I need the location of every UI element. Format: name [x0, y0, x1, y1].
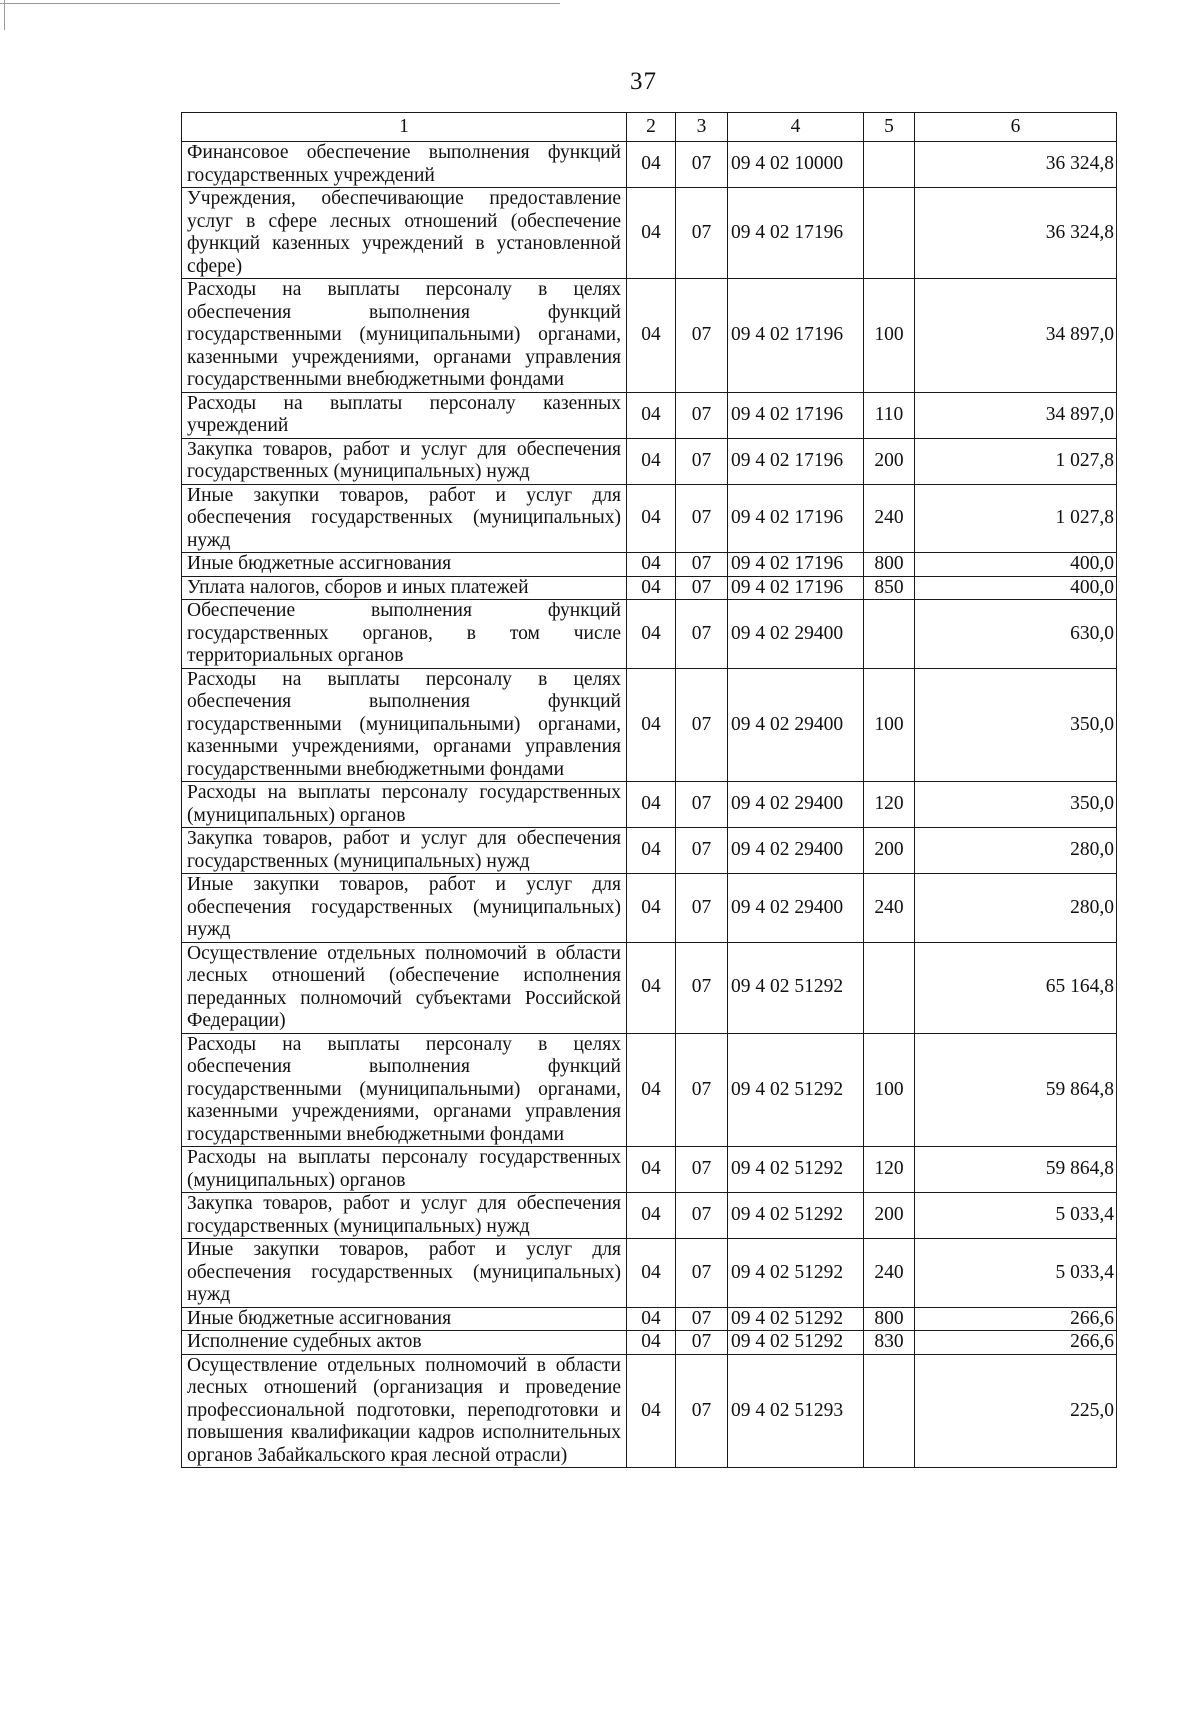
subsection-code-cell: 07	[676, 828, 728, 874]
subsection-code-cell: 07	[676, 1307, 728, 1331]
amount-cell: 34 897,0	[915, 279, 1117, 393]
section-code-cell: 04	[627, 668, 676, 782]
target-article-cell: 09 4 02 17196	[728, 188, 864, 279]
amount-cell: 36 324,8	[915, 188, 1117, 279]
table-row	[182, 1033, 1117, 1147]
subsection-code-cell: 07	[676, 438, 728, 484]
table-row	[182, 188, 1117, 279]
item-name-cell: Расходы на выплаты персоналу в целях обеспечения выполнения функций государственными (муниципальными) органами, казенными учреждениями, органами управления государственными внебюджетными фондами	[182, 668, 627, 782]
section-code-cell: 04	[627, 1033, 676, 1147]
scan-edge-line	[0, 3, 560, 4]
subsection-code-cell: 07	[676, 1239, 728, 1308]
subsection-code-cell: 07	[676, 1331, 728, 1355]
table-row	[182, 668, 1117, 782]
amount-cell: 5 033,4	[915, 1239, 1117, 1308]
item-name-cell: Расходы на выплаты персоналу государственных (муниципальных) органов	[182, 782, 627, 828]
subsection-code-cell: 07	[676, 188, 728, 279]
expense-type-cell: 120	[864, 1147, 915, 1193]
table-row	[182, 942, 1117, 1033]
target-article-cell: 09 4 02 51293	[728, 1354, 864, 1468]
subsection-code-cell: 07	[676, 600, 728, 669]
expense-type-cell: 240	[864, 1239, 915, 1308]
expense-type-cell	[864, 188, 915, 279]
item-name-cell: Расходы на выплаты персоналу в целях обеспечения выполнения функций государственными (муниципальными) органами, казенными учреждениями, органами управления государственными внебюджетными фондами	[182, 279, 627, 393]
table-body	[182, 142, 1117, 1468]
section-code-cell: 04	[627, 1331, 676, 1355]
column-header: 6	[915, 113, 1117, 142]
table-row	[182, 576, 1117, 600]
table-row	[182, 279, 1117, 393]
expense-type-cell	[864, 1354, 915, 1468]
target-article-cell: 09 4 02 29400	[728, 668, 864, 782]
amount-cell: 400,0	[915, 576, 1117, 600]
section-code-cell: 04	[627, 438, 676, 484]
item-name-cell: Финансовое обеспечение выполнения функций государственных учреждений	[182, 142, 627, 188]
target-article-cell: 09 4 02 29400	[728, 828, 864, 874]
subsection-code-cell: 07	[676, 576, 728, 600]
expense-type-cell	[864, 142, 915, 188]
amount-cell: 59 864,8	[915, 1147, 1117, 1193]
item-name-cell: Иные бюджетные ассигнования	[182, 553, 627, 577]
section-code-cell: 04	[627, 1239, 676, 1308]
item-name-cell: Иные закупки товаров, работ и услуг для обеспечения государственных (муниципальных) нужд	[182, 484, 627, 553]
item-name-cell: Исполнение судебных актов	[182, 1331, 627, 1355]
table-row	[182, 484, 1117, 553]
amount-cell: 280,0	[915, 828, 1117, 874]
section-code-cell: 04	[627, 392, 676, 438]
expense-type-cell: 240	[864, 484, 915, 553]
amount-cell: 59 864,8	[915, 1033, 1117, 1147]
section-code-cell: 04	[627, 188, 676, 279]
subsection-code-cell: 07	[676, 1147, 728, 1193]
table-row	[182, 1354, 1117, 1468]
section-code-cell: 04	[627, 600, 676, 669]
budget-table	[181, 112, 1117, 1468]
table-row	[182, 438, 1117, 484]
section-code-cell: 04	[627, 576, 676, 600]
item-name-cell: Уплата налогов, сборов и иных платежей	[182, 576, 627, 600]
target-article-cell: 09 4 02 29400	[728, 782, 864, 828]
item-name-cell: Осуществление отдельных полномочий в области лесных отношений (организация и проведение профессиональной подготовки, переподготовки и повышения квалификации кадров исполнительных органов Забайкальского края лесной отрасли)	[182, 1354, 627, 1468]
subsection-code-cell: 07	[676, 484, 728, 553]
table-row	[182, 1239, 1117, 1308]
amount-cell: 5 033,4	[915, 1193, 1117, 1239]
section-code-cell: 04	[627, 782, 676, 828]
expense-type-cell: 200	[864, 438, 915, 484]
item-name-cell: Расходы на выплаты персоналу казенных учреждений	[182, 392, 627, 438]
expense-type-cell: 120	[864, 782, 915, 828]
scan-edge-line	[4, 0, 5, 30]
expense-type-cell	[864, 942, 915, 1033]
amount-cell: 1 027,8	[915, 484, 1117, 553]
table-row	[182, 600, 1117, 669]
expense-type-cell: 100	[864, 668, 915, 782]
table-row	[182, 1331, 1117, 1355]
amount-cell: 1 027,8	[915, 438, 1117, 484]
item-name-cell: Осуществление отдельных полномочий в области лесных отношений (обеспечение исполнения переданных полномочий субъектами Российской Федерации)	[182, 942, 627, 1033]
section-code-cell: 04	[627, 553, 676, 577]
table-row	[182, 874, 1117, 943]
amount-cell: 65 164,8	[915, 942, 1117, 1033]
subsection-code-cell: 07	[676, 142, 728, 188]
amount-cell: 34 897,0	[915, 392, 1117, 438]
expense-type-cell: 200	[864, 828, 915, 874]
expense-type-cell: 200	[864, 1193, 915, 1239]
expense-type-cell: 110	[864, 392, 915, 438]
section-code-cell: 04	[627, 1147, 676, 1193]
subsection-code-cell: 07	[676, 782, 728, 828]
subsection-code-cell: 07	[676, 279, 728, 393]
item-name-cell: Расходы на выплаты персоналу в целях обеспечения выполнения функций государственными (муниципальными) органами, казенными учреждениями, органами управления государственными внебюджетными фондами	[182, 1033, 627, 1147]
expense-type-cell: 800	[864, 553, 915, 577]
column-header: 3	[676, 113, 728, 142]
table-row	[182, 142, 1117, 188]
amount-cell: 630,0	[915, 600, 1117, 669]
item-name-cell: Иные закупки товаров, работ и услуг для обеспечения государственных (муниципальных) нужд	[182, 874, 627, 943]
section-code-cell: 04	[627, 1193, 676, 1239]
item-name-cell: Иные бюджетные ассигнования	[182, 1307, 627, 1331]
amount-cell: 266,6	[915, 1331, 1117, 1355]
section-code-cell: 04	[627, 1307, 676, 1331]
target-article-cell: 09 4 02 29400	[728, 600, 864, 669]
target-article-cell: 09 4 02 17196	[728, 576, 864, 600]
amount-cell: 280,0	[915, 874, 1117, 943]
expense-type-cell	[864, 600, 915, 669]
item-name-cell: Закупка товаров, работ и услуг для обеспечения государственных (муниципальных) нужд	[182, 1193, 627, 1239]
target-article-cell: 09 4 02 17196	[728, 438, 864, 484]
subsection-code-cell: 07	[676, 392, 728, 438]
table-row	[182, 392, 1117, 438]
amount-cell: 266,6	[915, 1307, 1117, 1331]
column-header: 2	[627, 113, 676, 142]
section-code-cell: 04	[627, 142, 676, 188]
table-header-row	[182, 113, 1117, 142]
subsection-code-cell: 07	[676, 942, 728, 1033]
section-code-cell: 04	[627, 279, 676, 393]
item-name-cell: Закупка товаров, работ и услуг для обеспечения государственных (муниципальных) нужд	[182, 828, 627, 874]
section-code-cell: 04	[627, 484, 676, 553]
item-name-cell: Обеспечение выполнения функций государственных органов, в том числе территориальных органов	[182, 600, 627, 669]
target-article-cell: 09 4 02 29400	[728, 874, 864, 943]
section-code-cell: 04	[627, 942, 676, 1033]
amount-cell: 350,0	[915, 668, 1117, 782]
target-article-cell: 09 4 02 51292	[728, 1239, 864, 1308]
target-article-cell: 09 4 02 51292	[728, 1147, 864, 1193]
column-header: 1	[182, 113, 627, 142]
item-name-cell: Закупка товаров, работ и услуг для обеспечения государственных (муниципальных) нужд	[182, 438, 627, 484]
column-header: 4	[728, 113, 864, 142]
table-row	[182, 782, 1117, 828]
target-article-cell: 09 4 02 17196	[728, 553, 864, 577]
target-article-cell: 09 4 02 51292	[728, 1033, 864, 1147]
target-article-cell: 09 4 02 17196	[728, 279, 864, 393]
subsection-code-cell: 07	[676, 1354, 728, 1468]
subsection-code-cell: 07	[676, 668, 728, 782]
expense-type-cell: 800	[864, 1307, 915, 1331]
target-article-cell: 09 4 02 51292	[728, 1307, 864, 1331]
target-article-cell: 09 4 02 51292	[728, 1331, 864, 1355]
amount-cell: 225,0	[915, 1354, 1117, 1468]
table-row	[182, 1193, 1117, 1239]
amount-cell: 350,0	[915, 782, 1117, 828]
subsection-code-cell: 07	[676, 874, 728, 943]
item-name-cell: Иные закупки товаров, работ и услуг для обеспечения государственных (муниципальных) нужд	[182, 1239, 627, 1308]
target-article-cell: 09 4 02 51292	[728, 1193, 864, 1239]
subsection-code-cell: 07	[676, 553, 728, 577]
target-article-cell: 09 4 02 10000	[728, 142, 864, 188]
item-name-cell: Расходы на выплаты персоналу государственных (муниципальных) органов	[182, 1147, 627, 1193]
expense-type-cell: 240	[864, 874, 915, 943]
amount-cell: 400,0	[915, 553, 1117, 577]
item-name-cell: Учреждения, обеспечивающие предоставление услуг в сфере лесных отношений (обеспечение функций казенных учреждений в установленной сфере)	[182, 188, 627, 279]
subsection-code-cell: 07	[676, 1033, 728, 1147]
section-code-cell: 04	[627, 828, 676, 874]
table-row	[182, 1147, 1117, 1193]
subsection-code-cell: 07	[676, 1193, 728, 1239]
section-code-cell: 04	[627, 874, 676, 943]
expense-type-cell: 100	[864, 279, 915, 393]
table-row	[182, 828, 1117, 874]
expense-type-cell: 100	[864, 1033, 915, 1147]
target-article-cell: 09 4 02 17196	[728, 392, 864, 438]
page-number: 37	[630, 68, 657, 95]
target-article-cell: 09 4 02 51292	[728, 942, 864, 1033]
expense-type-cell: 850	[864, 576, 915, 600]
table-row	[182, 1307, 1117, 1331]
table-row	[182, 553, 1117, 577]
amount-cell: 36 324,8	[915, 142, 1117, 188]
section-code-cell: 04	[627, 1354, 676, 1468]
column-header: 5	[864, 113, 915, 142]
target-article-cell: 09 4 02 17196	[728, 484, 864, 553]
expense-type-cell: 830	[864, 1331, 915, 1355]
